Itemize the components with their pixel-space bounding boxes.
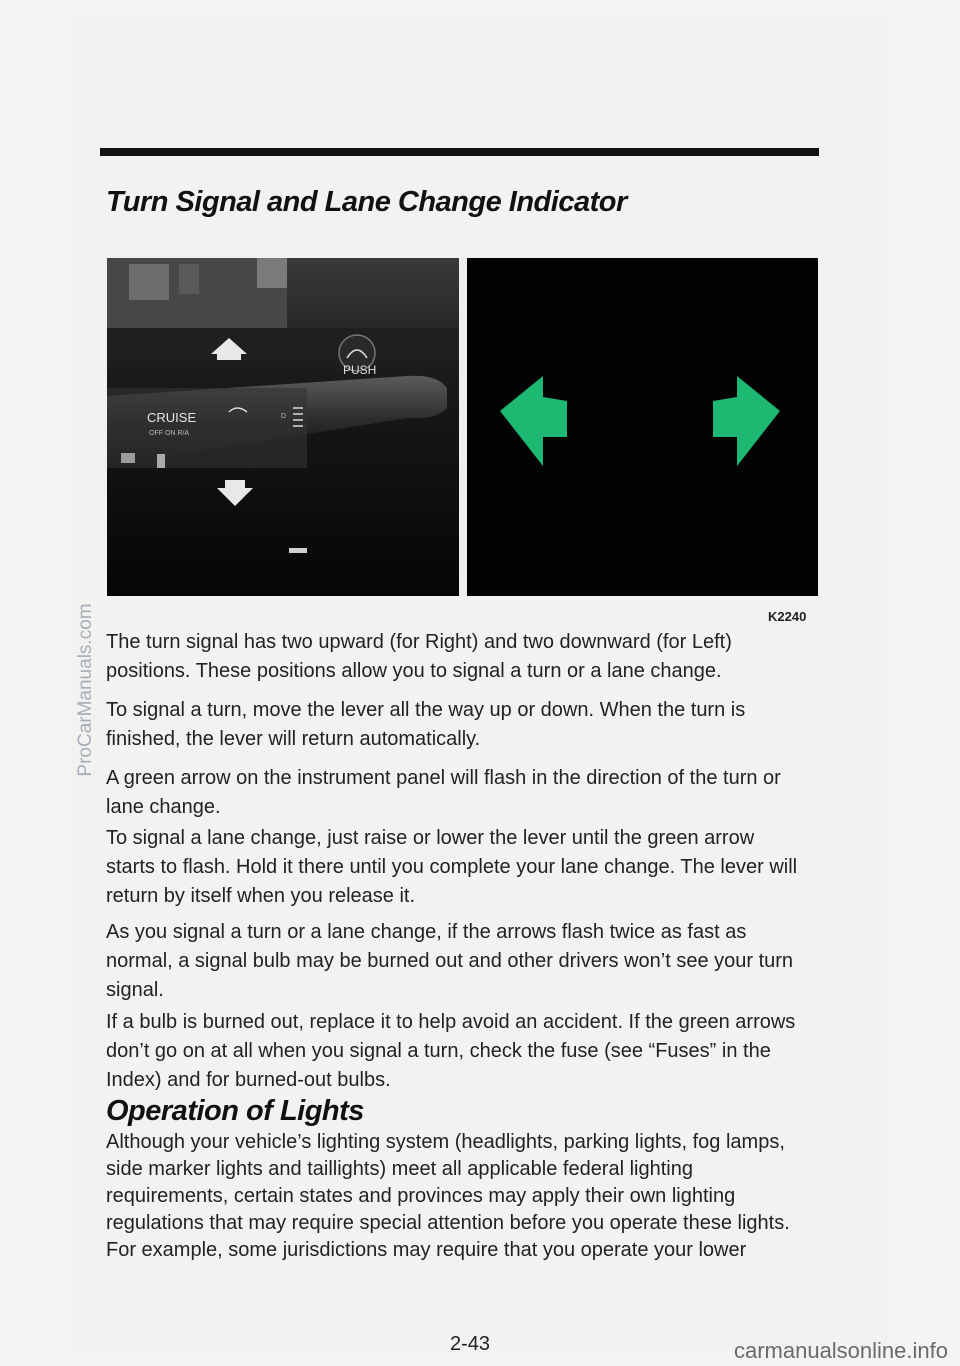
cruise-label: CRUISE [147, 410, 197, 425]
figure-divider [459, 258, 467, 596]
top-rule [100, 148, 819, 156]
paragraph-turn-signal-positions: The turn signal has two upward (for Right) and two downward (for Left) positions. These positions allow you to signal a turn or a lane change. [106, 631, 732, 682]
section-heading-turn-signal: Turn Signal and Lane Change Indicator [106, 186, 627, 218]
paragraph-lane-change: To signal a lane change, just raise or lower the lever until the green arrow starts to flash. Hold it there until you complete your lane change. The lever will return by itself when you release it. [106, 827, 798, 907]
indicator-photo-svg [467, 258, 818, 596]
figure-code: K2240 [768, 609, 807, 624]
wiper-push-button [339, 335, 376, 377]
paragraph-lighting-system: Although your vehicle’s lighting system (headlights, parking lights, fog lamps, side marker lights and taillights) meet all applicable federal lighting requirements, certain states and provinces may apply their own lighting regulations that may require special attention before you operate these lights. For example, some jurisdictions may require that you operate your lower [106, 1131, 790, 1261]
lever-photo-svg [107, 258, 459, 596]
lever-photo [107, 258, 459, 596]
section-heading-operation-of-lights: Operation of Lights [106, 1095, 364, 1127]
svg-text:D: D [281, 413, 287, 420]
watermark-bottom: carmanualsonline.info [733, 1338, 948, 1363]
paragraph-bulb-burned: If a bulb is burned out, replace it to help avoid an accident. If the green arrows don’t go on at all when you signal a turn, check the fuse (see “Fuses” in the Index) and for burned-out bulbs. [106, 1011, 796, 1091]
paragraph-flash-twice: As you signal a turn or a lane change, if the arrows flash twice as fast as normal, a signal bulb may be burned out and other drivers won’t see your turn signal. [106, 921, 794, 1001]
paragraph-signal-turn: To signal a turn, move the lever all the way up or down. When the turn is finished, the lever will return automatically. [106, 699, 746, 750]
watermark-side: ProCarManuals.com [75, 603, 96, 777]
page-number: 2-43 [450, 1333, 491, 1355]
paragraph-green-arrow: A green arrow on the instrument panel will flash in the direction of the turn or lane change. [106, 767, 781, 818]
cruise-sub-label: OFF ON R/A [149, 430, 190, 437]
turn-signal-figure [107, 258, 818, 596]
indicator-photo [467, 258, 818, 596]
push-label: PUSH [343, 363, 377, 377]
